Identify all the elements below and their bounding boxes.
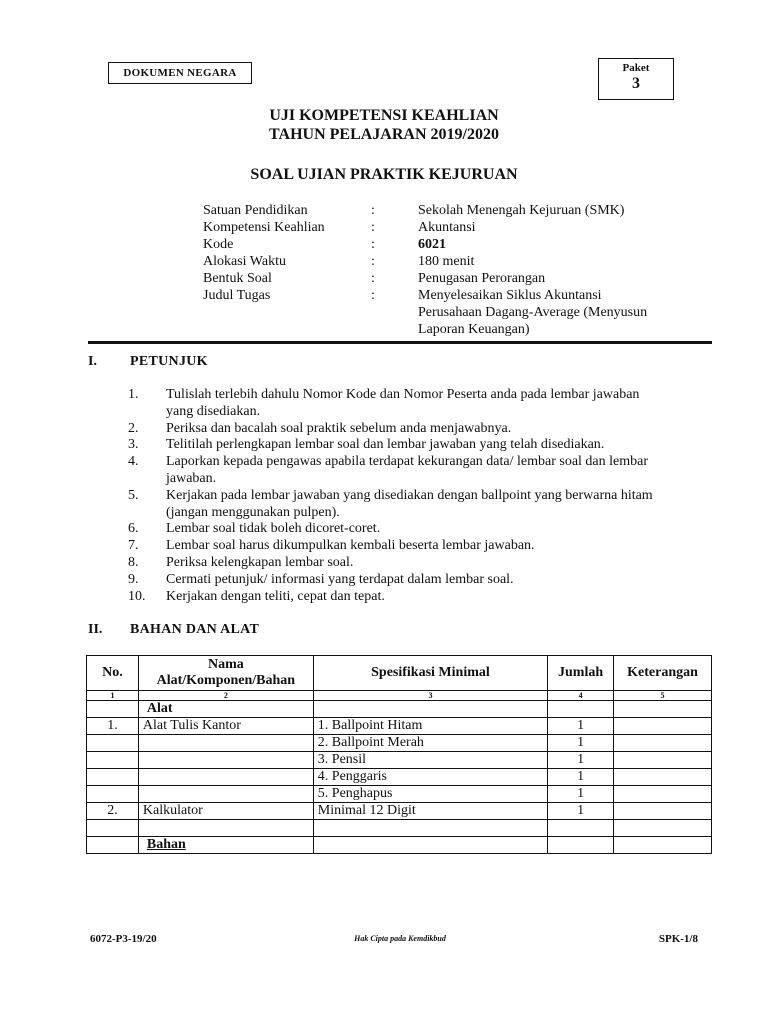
cell-nama: Kalkulator [138,803,313,820]
cell-jumlah: 1 [548,803,614,820]
info-label: Satuan Pendidikan [203,203,308,218]
cell-spek: 3. Pensil [313,752,547,769]
info-value: 6021 [418,237,446,252]
table-row [87,752,712,769]
cell-no: 2. [87,803,139,820]
list-item-number: 8. [128,554,139,570]
list-item-number: 1. [128,387,139,402]
list-item [128,521,668,538]
index-cell: 2 [138,691,313,701]
list-item-number: 4. [128,454,139,470]
list-item [128,387,668,421]
cell-jumlah: 1 [548,786,614,803]
list-item [128,437,668,454]
cell-no [87,837,139,854]
info-label: Alokasi Waktu [203,254,286,269]
cell-no [87,735,139,752]
index-cell: 5 [614,691,712,701]
info-value: Menyelesaikan Siklus Akuntansi [418,288,602,303]
list-item-text: Tulislah terlebih dahulu Nomor Kode dan Nomor Peserta anda pada lembar jawaban yang disediakan. [166,387,640,419]
info-colon: : [371,254,375,269]
cell-ket [614,803,712,820]
info-label: Judul Tugas [203,288,271,303]
list-item-number: 6. [128,521,139,537]
cell-no [87,786,139,803]
list-item-text: Periksa dan bacalah soal praktik sebelum anda menjawabnya. [166,420,512,436]
list-item-number: 5. [128,487,139,503]
section-title: BAHAN DAN ALAT [130,622,260,637]
cell-nama [138,769,313,786]
list-item-text: Lembar soal tidak boleh dicoret-coret. [166,521,381,537]
list-item-text: Laporkan kepada pengawas apabila terdapat kekurangan data/ lembar soal dan lembar jawaban. [166,454,649,486]
header-keterangan: Keterangan [614,656,712,691]
cell-nama [138,735,313,752]
cell-spek: Minimal 12 Digit [313,803,547,820]
info-label: Bentuk Soal [203,271,272,286]
list-item [128,488,668,522]
list-item-text: Telitilah perlengkapan lembar soal dan lembar jawaban yang telah disediakan. [166,437,605,453]
materials-table [86,655,712,854]
section-number: I. [88,354,97,369]
cell-spek: 1. Ballpoint Hitam [313,718,547,735]
cell-no [87,820,139,837]
cell-jumlah [548,820,614,837]
info-value: Laporan Keuangan) [418,322,530,337]
cell-nama: Alat [138,701,313,718]
cell-jumlah: 1 [548,735,614,752]
table-row [87,769,712,786]
doc-label-box [108,62,252,84]
index-cell: 1 [87,691,139,701]
section-title: PETUNJUK [130,354,208,369]
info-colon: : [371,203,375,218]
cell-nama: Alat Tulis Kantor [138,718,313,735]
header-no: No. [87,656,139,691]
paket-box [598,58,674,100]
footer-page: SPK-1/8 [658,933,698,945]
list-item-number: 2. [128,420,139,436]
list-item-text: Kerjakan dengan teliti, cepat dan tepat. [166,588,385,604]
section-number: II. [88,622,103,637]
cell-nama [138,752,313,769]
cell-no [87,769,139,786]
list-item [128,538,668,555]
table-row [87,820,712,837]
cell-spek: 4. Penggaris [313,769,547,786]
info-colon: : [371,237,375,252]
section-heading-bahan-alat [88,622,388,640]
list-item-number: 7. [128,538,139,554]
footer-code: 6072-P3-19/20 [90,933,157,945]
title-line3: SOAL UJIAN PRAKTIK KEJURUAN [250,166,518,183]
header-spesifikasi: Spesifikasi Minimal [313,656,547,691]
table-row [87,718,712,735]
table-row [87,786,712,803]
table-row [87,803,712,820]
index-cell: 3 [313,691,547,701]
table-row [87,735,712,752]
cell-ket [614,718,712,735]
list-item-number: 10. [128,588,146,604]
cell-nama [138,820,313,837]
info-value: 180 menit [418,254,475,269]
list-item-text: Kerjakan pada lembar jawaban yang disediakan dengan ballpoint yang berwarna hitam (jangan menggunakan pulpen). [166,487,653,520]
list-item [128,555,668,572]
cell-ket [614,735,712,752]
info-value: Perusahaan Dagang-Average (Menyusun [418,305,648,320]
cell-ket [614,820,712,837]
cell-jumlah: 1 [548,718,614,735]
cell-jumlah: 1 [548,752,614,769]
paket-number: 3 [632,75,640,92]
footer-copyright: Hak Cipta pada Kemdikbud [354,934,446,943]
title-line2: TAHUN PELAJARAN 2019/2020 [269,126,499,143]
cell-spek: 5. Penghapus [313,786,547,803]
info-label: Kode [203,237,234,252]
cell-ket [614,769,712,786]
table-row [87,837,712,854]
cell-spek [313,837,547,854]
table-index-row [87,691,712,701]
info-colon: : [371,288,375,303]
list-item-text: Lembar soal harus dikumpulkan kembali beserta lembar jawaban. [166,538,535,554]
cell-jumlah: 1 [548,769,614,786]
cell-nama [138,786,313,803]
section-heading-petunjuk [88,354,388,372]
list-item-text: Periksa kelengkapan lembar soal. [166,554,354,570]
list-item-number: 3. [128,437,139,453]
info-label: Kompetensi Keahlian [203,220,325,235]
info-value: Akuntansi [418,220,476,235]
info-value: Penugasan Perorangan [418,271,546,286]
table-header-row [87,656,712,691]
cell-nama: Bahan [138,837,313,854]
instruction-list [128,387,668,605]
list-item [128,421,668,438]
paket-label: Paket [622,62,650,74]
cell-spek: 2. Ballpoint Merah [313,735,547,752]
list-item-text: Cermati petunjuk/ informasi yang terdapat dalam lembar soal. [166,571,514,587]
header-nama-line2: Alat/Komponen/Bahan [156,673,296,688]
list-item [128,589,668,606]
cell-ket [614,786,712,803]
table-row [87,701,712,718]
list-item [128,572,668,589]
list-item [128,454,668,488]
info-colon: : [371,220,375,235]
cell-spek [313,820,547,837]
cell-no [87,701,139,718]
header-nama [138,656,313,691]
info-colon: : [371,271,375,286]
info-value: Sekolah Menengah Kejuruan (SMK) [418,203,625,218]
cell-no: 1. [87,718,139,735]
divider-rule [88,341,712,344]
cell-no [87,752,139,769]
index-cell: 4 [548,691,614,701]
header-nama-line1: Nama [207,657,244,672]
list-item-number: 9. [128,571,139,587]
header-jumlah: Jumlah [548,656,614,691]
title-line1: UJI KOMPETENSI KEAHLIAN [269,107,499,124]
cell-ket [614,837,712,854]
doc-label: DOKUMEN NEGARA [123,67,237,79]
cell-jumlah [548,837,614,854]
cell-jumlah [548,701,614,718]
cell-ket [614,701,712,718]
cell-ket [614,752,712,769]
cell-spek [313,701,547,718]
